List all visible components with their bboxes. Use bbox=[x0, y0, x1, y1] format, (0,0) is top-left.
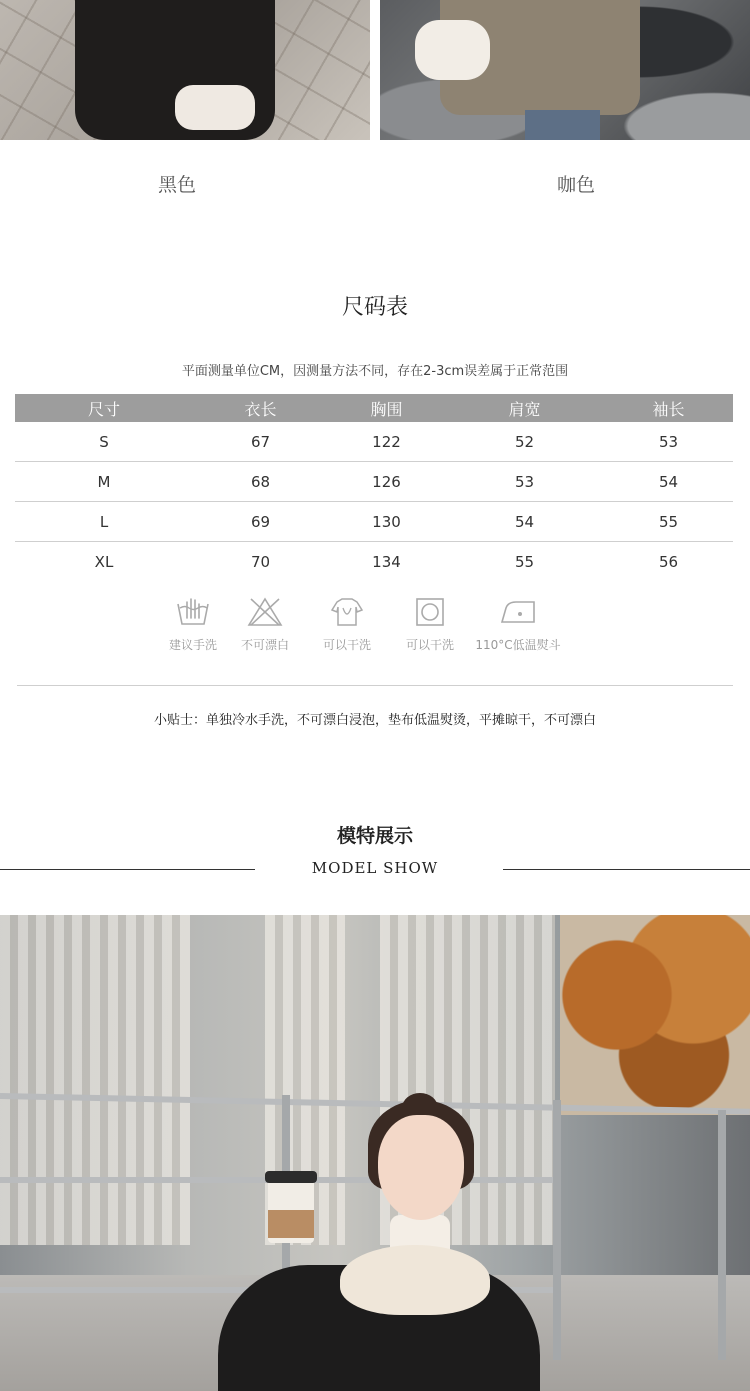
care-instructions bbox=[0, 596, 750, 666]
table-cell: 122 bbox=[372, 432, 401, 451]
table-cell: 55 bbox=[514, 553, 535, 571]
care-label: 建议手洗 bbox=[168, 638, 217, 652]
table-cell: 53 bbox=[514, 472, 535, 491]
table-cell: 68 bbox=[250, 472, 271, 491]
model-show-title: 模特展示 bbox=[336, 825, 413, 847]
care-label: 可以干洗 bbox=[405, 638, 454, 652]
table-cell: 53 bbox=[658, 432, 679, 451]
table-row bbox=[15, 502, 733, 542]
color-label-black: 黑色 bbox=[158, 174, 197, 196]
heading-rule-right bbox=[503, 869, 750, 870]
table-cell: 52 bbox=[514, 432, 535, 451]
tumble-dry-icon bbox=[412, 596, 448, 628]
header-sleeve: 袖长 bbox=[652, 399, 685, 419]
table-cell: M bbox=[97, 472, 111, 491]
no-bleach-icon bbox=[247, 596, 283, 628]
care-tip: 小贴士：单独冷水手洗，不可漂白浸泡，垫布低温熨烫，平摊晾干，不可漂白 bbox=[153, 713, 596, 728]
table-cell: 69 bbox=[250, 512, 271, 531]
color-label-coffee: 咖色 bbox=[557, 174, 596, 196]
table-cell: 70 bbox=[250, 553, 271, 571]
care-item bbox=[466, 596, 570, 653]
size-table bbox=[15, 394, 733, 582]
coffee-coat-photo bbox=[380, 0, 750, 140]
table-cell: XL bbox=[94, 553, 114, 571]
care-label: 不可漂白 bbox=[240, 638, 289, 652]
table-cell: 126 bbox=[372, 472, 401, 491]
care-label: 110°C低温熨斗 bbox=[475, 638, 561, 652]
care-label: 可以干洗 bbox=[322, 638, 371, 652]
dry-clean-icon bbox=[329, 596, 365, 628]
table-cell: L bbox=[99, 512, 109, 531]
table-cell: 56 bbox=[658, 553, 679, 571]
table-cell: 67 bbox=[250, 432, 271, 451]
header-chest: 胸围 bbox=[370, 399, 403, 419]
product-photo-row bbox=[0, 0, 750, 140]
table-cell: 54 bbox=[658, 472, 679, 491]
table-cell: 54 bbox=[514, 512, 535, 531]
model-photo bbox=[0, 915, 750, 1391]
table-cell: 130 bbox=[372, 512, 401, 531]
divider bbox=[17, 685, 733, 686]
size-table-header bbox=[15, 394, 733, 422]
table-row bbox=[15, 422, 733, 462]
header-shoulder: 肩宽 bbox=[508, 399, 541, 419]
table-cell: 55 bbox=[658, 512, 679, 531]
table-row bbox=[15, 542, 733, 582]
table-cell: S bbox=[99, 432, 109, 451]
black-coat-photo bbox=[0, 0, 370, 140]
table-row bbox=[15, 462, 733, 502]
header-length: 衣长 bbox=[244, 399, 277, 419]
table-cell: 134 bbox=[372, 553, 401, 571]
iron-icon bbox=[498, 596, 538, 628]
size-chart-note: 平面测量单位CM，因测量方法不同，存在2-3cm误差属于正常范围 bbox=[181, 364, 569, 379]
hand-wash-icon bbox=[175, 596, 211, 628]
model-show-subtitle: MODEL SHOW bbox=[311, 859, 439, 877]
header-size: 尺寸 bbox=[87, 399, 120, 419]
size-chart-title: 尺码表 bbox=[341, 295, 408, 320]
